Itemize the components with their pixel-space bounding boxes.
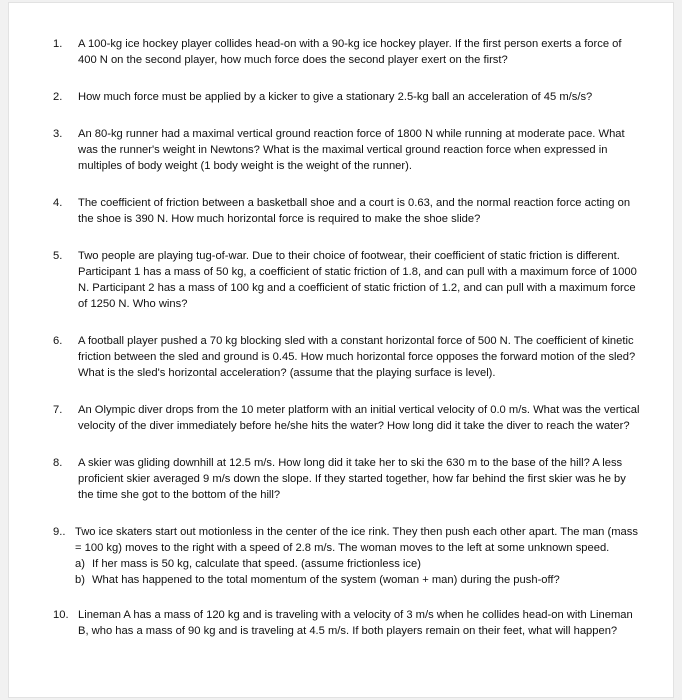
question-number: 3. <box>53 128 63 140</box>
question-number: 9.. <box>53 526 66 538</box>
question-number: 8. <box>53 457 63 469</box>
part-text: If her mass is 50 kg, calculate that speed. (assume frictionless ice) <box>92 558 421 570</box>
part-text: What has happened to the total momentum of the system (woman + man) during the push-off? <box>92 574 560 586</box>
question-text: An 80-kg runner had a maximal vertical ground reaction force of 1800 N while running at moderate pace. What was the runner's weight in Newtons? What is the maximal vertical ground reaction force when expressed in multiples of body weight (1 body weight is the weight of the runner). <box>78 128 625 172</box>
question-text: Two people are playing tug-of-war. Due to their choice of footwear, their coefficient of static friction is different. Participant 1 has a mass of 50 kg, a coefficient of static friction of 1.8, and can pull with a maximum force of 1000 N. Participant 2 has a mass of 100 kg and a coefficient of static friction of 1.2, and can pull with a maximum force of 1250 N. Who wins? <box>78 250 637 310</box>
question-number: 10. <box>53 609 69 621</box>
question-list <box>53 36 643 639</box>
question-8 <box>53 455 643 503</box>
question-text: Lineman A has a mass of 120 kg and is traveling with a velocity of 3 m/s when he collides head-on with Lineman B, who has a mass of 90 kg and is traveling at 4.5 m/s. If both players remain on their feet, what will happen? <box>78 609 633 637</box>
question-number: 6. <box>53 335 63 347</box>
question-6 <box>53 333 643 381</box>
question-2 <box>53 89 643 105</box>
question-1 <box>53 36 643 68</box>
question-number: 5. <box>53 250 63 262</box>
question-4 <box>53 195 643 227</box>
question-number: 1. <box>53 38 63 50</box>
question-5 <box>53 248 643 312</box>
question-number: 7. <box>53 404 63 416</box>
question-9 <box>53 524 643 588</box>
question-text: How much force must be applied by a kicker to give a stationary 2.5-kg ball an acceleration of 45 m/s/s? <box>78 91 593 103</box>
part-label: a) <box>75 558 85 570</box>
question-number: 4. <box>53 197 63 209</box>
part-label: b) <box>75 574 85 586</box>
question-9-part-a <box>75 556 643 572</box>
question-text: The coefficient of friction between a basketball shoe and a court is 0.63, and the normal reaction force acting on the shoe is 390 N. How much horizontal force is required to make the shoe slide? <box>78 197 631 225</box>
question-text: A 100-kg ice hockey player collides head-on with a 90-kg ice hockey player. If the first person exerts a force of 400 N on the second player, how much force does the second player exert on the first? <box>78 38 622 66</box>
question-text: A football player pushed a 70 kg blocking sled with a constant horizontal force of 500 N. The coefficient of kinetic friction between the sled and ground is 0.45. How much horizontal force opposes the forward motion of the sled? What is the sled's horizontal acceleration? (assume that the playing surface is level). <box>78 335 636 379</box>
document-page <box>8 2 674 698</box>
question-text: Two ice skaters start out motionless in the center of the ice rink. They then push each other apart. The man (mass = 100 kg) moves to the right with a speed of 2.8 m/s. The woman moves to the left at some unknown speed. <box>75 526 638 554</box>
question-3 <box>53 126 643 174</box>
question-text: A skier was gliding downhill at 12.5 m/s. How long did it take her to ski the 630 m to the base of the hill? A less proficient skier averaged 9 m/s down the slope. If they started together, how far behind the first skier was he by the time she got to the bottom of the hill? <box>78 457 626 501</box>
question-7 <box>53 402 643 434</box>
question-10 <box>53 607 643 639</box>
question-number: 2. <box>53 91 63 103</box>
question-text: An Olympic diver drops from the 10 meter platform with an initial vertical velocity of 0.0 m/s. What was the vertical velocity of the diver immediately before he/she hits the water? How long did it take the diver to reach the water? <box>78 404 640 432</box>
question-9-part-b <box>75 572 643 588</box>
